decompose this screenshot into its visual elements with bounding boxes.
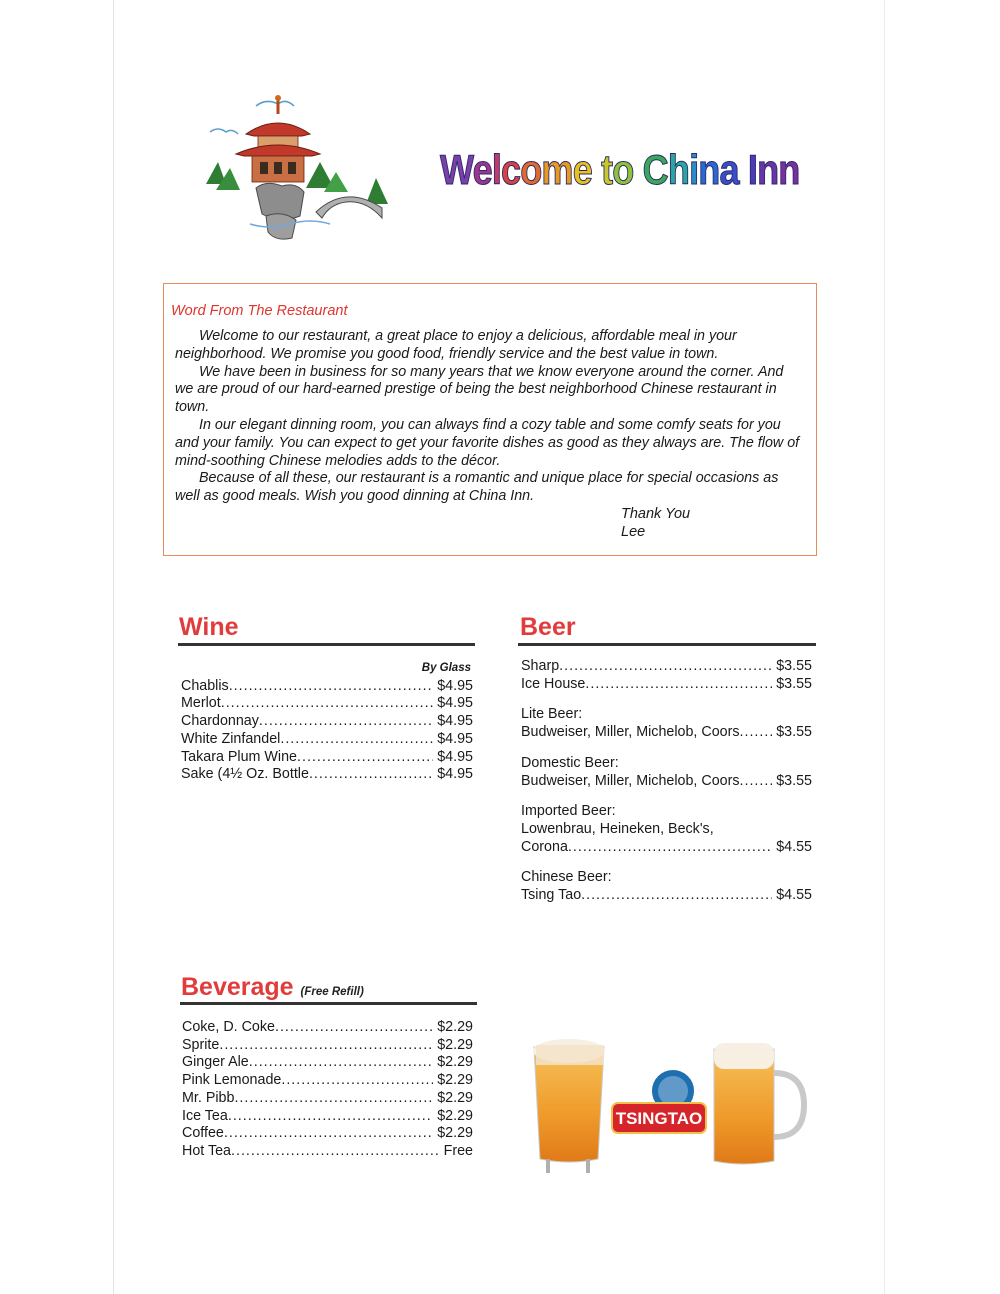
beer-item: Ice House ..... $3.55 bbox=[521, 676, 812, 694]
beer-group-label: Chinese Beer: bbox=[521, 869, 612, 886]
beer-list bbox=[521, 658, 812, 918]
title-letter: n bbox=[778, 146, 800, 193]
title-letter: l bbox=[491, 146, 501, 193]
title-letter bbox=[592, 146, 601, 193]
beverage-list bbox=[182, 1019, 473, 1161]
by-glass-note: By Glass bbox=[421, 662, 471, 674]
beverage-item: Coffee ..... $2.29 bbox=[182, 1125, 473, 1143]
beer-group-imported bbox=[521, 803, 812, 856]
title-letter: o bbox=[612, 146, 634, 193]
beer-item: Budweiser, Miller, Michelob, Coors ..... $3.55 bbox=[521, 724, 812, 742]
beer-group-lite bbox=[521, 706, 812, 741]
beer-group-label: Imported Beer: bbox=[521, 803, 616, 820]
beverage-item: Ice Tea ..... $2.29 bbox=[182, 1108, 473, 1126]
beverage-item: Sprite ..... $2.29 bbox=[182, 1037, 473, 1055]
beer-group-regular bbox=[521, 658, 812, 693]
wine-list bbox=[181, 660, 473, 784]
title-letter: e bbox=[472, 146, 492, 193]
title-letter: a bbox=[719, 146, 739, 193]
wine-item: Chablis ..... $4.95 bbox=[181, 678, 473, 696]
title-letter bbox=[633, 146, 642, 193]
beer-item: Corona ..... $4.55 bbox=[521, 839, 812, 857]
message-paragraph: In our elegant dinning room, you can always find a cozy table and some comfy seats for you and your family. You can expect to get your favorite dishes as good as they always are. The flow of mind-soothing Chinese melodies adds to the décor. bbox=[175, 416, 800, 469]
beer-item: Tsing Tao ..... $4.55 bbox=[521, 887, 812, 905]
beverage-title-text: Beverage bbox=[181, 973, 294, 1001]
title-letter: i bbox=[689, 146, 699, 193]
free-refill-note: (Free Refill) bbox=[300, 986, 364, 998]
wine-item: White Zinfandel ..... $4.95 bbox=[181, 731, 473, 749]
wine-rule bbox=[178, 643, 475, 646]
beer-item: Budweiser, Miller, Michelob, Coors ..... $3.55 bbox=[521, 773, 812, 791]
message-paragraph: Because of all these, our restaurant is a romantic and unique place for special occasions as well as good meals. Wish you good dinning at China Inn. bbox=[175, 470, 779, 505]
title-letter: W bbox=[440, 146, 473, 193]
message-heading: Word From The Restaurant bbox=[171, 303, 348, 319]
page-edge bbox=[884, 0, 885, 1294]
beer-item: Sharp ..... $3.55 bbox=[521, 658, 812, 676]
wine-item: Sake (4½ Oz. Bottle ..... $4.95 bbox=[181, 766, 473, 784]
wine-title: Wine bbox=[179, 613, 239, 641]
beer-rule bbox=[518, 643, 816, 646]
wine-item: Merlot ..... $4.95 bbox=[181, 695, 473, 713]
beverage-rule bbox=[180, 1002, 477, 1005]
title-letter: c bbox=[500, 146, 521, 193]
beer-title: Beer bbox=[520, 613, 576, 641]
beer-group-domestic bbox=[521, 755, 812, 790]
title-letter: h bbox=[667, 146, 690, 193]
signoff bbox=[621, 505, 690, 541]
wine-item: Chardonnay ..... $4.95 bbox=[181, 713, 473, 731]
beer-group-label: Domestic Beer: bbox=[521, 754, 619, 771]
message-paragraph: We have been in business for so many years that we know everyone around the corner. And we are proud of our hard-earned prestige of being the best neighborhood Chinese restaurant in town. bbox=[175, 363, 784, 416]
title-letter: n bbox=[698, 146, 720, 193]
beverage-item: Mr. Pibb ..... $2.29 bbox=[182, 1090, 473, 1108]
beer-group-label: Lite Beer: bbox=[521, 706, 583, 723]
wine-item: Takara Plum Wine ..... $4.95 bbox=[181, 749, 473, 767]
signoff-name: Lee bbox=[621, 524, 646, 540]
beer-group-chinese bbox=[521, 869, 812, 904]
page-edge bbox=[113, 0, 114, 1294]
signoff-thanks: Thank You bbox=[621, 506, 691, 522]
tsingtao-logo-text: TSINGTAO bbox=[615, 1109, 703, 1128]
beverage-item: Coke, D. Coke ..... $2.29 bbox=[182, 1019, 473, 1037]
title-letter: I bbox=[747, 146, 758, 193]
title-letter: o bbox=[520, 146, 542, 193]
message-body bbox=[175, 328, 803, 506]
message-paragraph: Welcome to our restaurant, a great place to enjoy a delicious, affordable meal in your neighborhood. We promise you good food, friendly service and the best value in town. bbox=[175, 328, 737, 362]
beer-glasses-image bbox=[528, 1033, 810, 1175]
beverage-item: Hot Tea ..... Free bbox=[182, 1143, 473, 1161]
title-letter: C bbox=[642, 146, 668, 193]
title-letter: m bbox=[541, 146, 573, 193]
title-letter: n bbox=[757, 146, 779, 193]
beverage-item: Pink Lemonade ..... $2.29 bbox=[182, 1072, 473, 1090]
welcome-title bbox=[440, 140, 800, 200]
beer-imported-brands: Lowenbrau, Heineken, Beck's, bbox=[521, 820, 714, 837]
pagoda-illustration bbox=[196, 92, 396, 242]
message-box bbox=[163, 283, 817, 556]
title-letter: e bbox=[572, 146, 592, 193]
beverage-item: Ginger Ale ..... $2.29 bbox=[182, 1054, 473, 1072]
title-letter bbox=[739, 146, 748, 193]
title-letter: t bbox=[601, 146, 613, 193]
